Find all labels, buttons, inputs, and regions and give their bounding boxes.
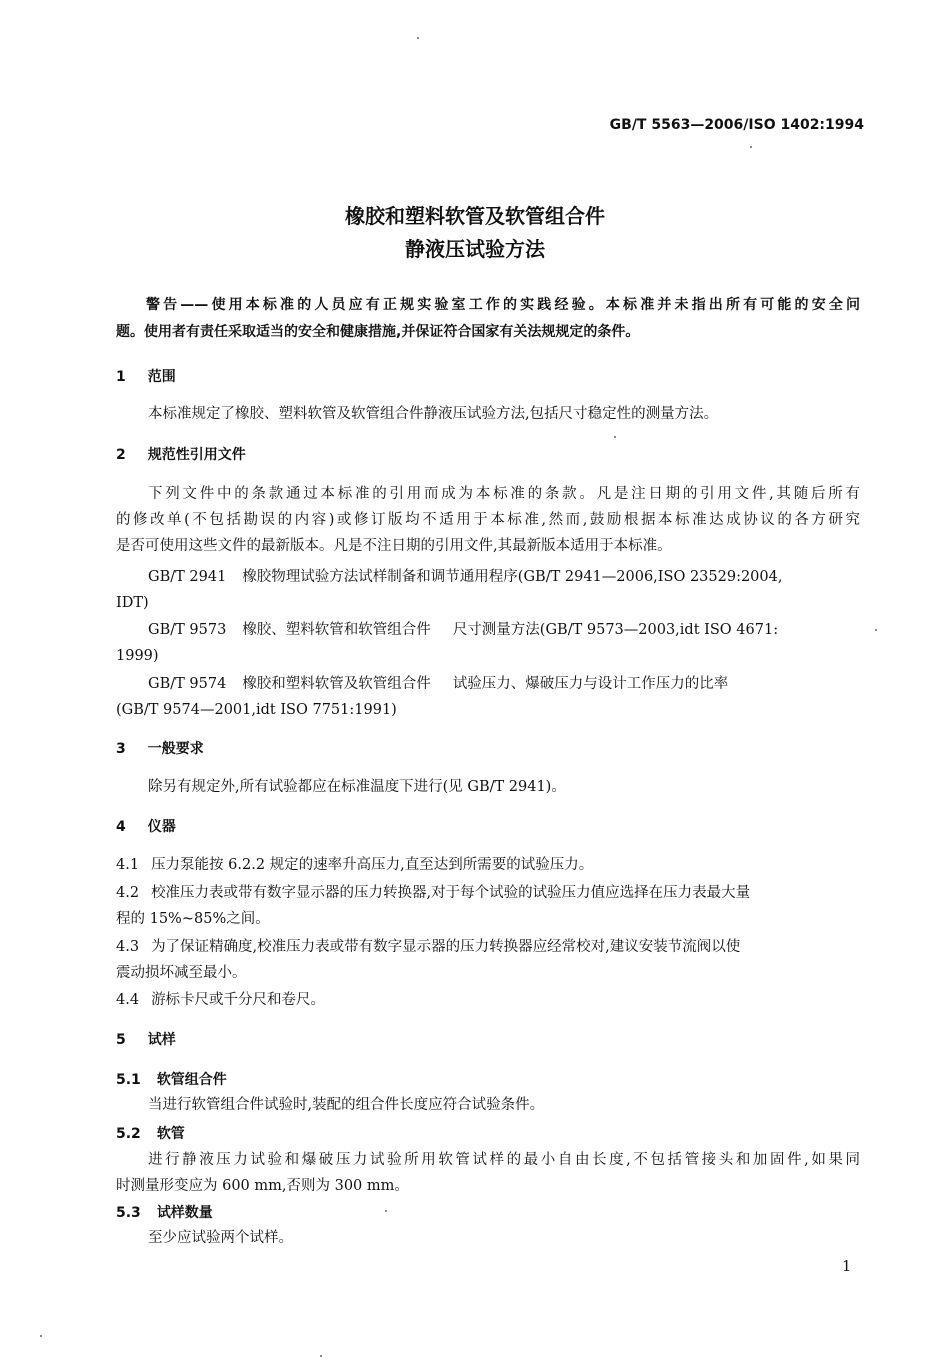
warning-line1: 警告——使用本标准的人员应有正规实验室工作的实践经验。本标准并未指出所有可能的安全问: [146, 297, 860, 313]
section-4-heading: [116, 816, 176, 836]
item-4-1-text: 压力泵能按 6.2.2 规定的速率升高压力,直至达到所需要的试验压力。: [151, 857, 594, 873]
item-4-2-number: 4.2: [116, 885, 140, 901]
item-4-2-line2: 程的 15%~85%之间。: [116, 911, 270, 927]
section-2-intro-line1: 下列文件中的条款通过本标准的引用而成为本标准的条款。凡是注日期的引用文件,其随后所有: [148, 486, 860, 502]
subsection-5-2-title: 软管: [156, 1126, 185, 1142]
reference-1-line1: [148, 564, 782, 590]
scan-speck: [614, 436, 616, 438]
scan-speck: [40, 1335, 42, 1337]
reference-2-code: GB/T 9573: [148, 622, 227, 638]
item-4-1: [116, 852, 593, 878]
section-3-title: 一般要求: [147, 741, 204, 757]
scan-speck: [875, 629, 877, 631]
section-5-title: 试样: [147, 1032, 176, 1048]
section-1-number: 1: [116, 369, 126, 385]
subsection-5-1-heading: [116, 1069, 227, 1089]
section-1-title: 范围: [147, 369, 176, 385]
section-4-number: 4: [116, 819, 126, 835]
section-1-body: 本标准规定了橡胶、塑料软管及软管组合件静液压试验方法,包括尺寸稳定性的测量方法。: [148, 406, 719, 422]
item-4-3-text: 为了保证精确度,校准压力表或带有数字显示器的压力转换器应经常校对,建议安装节流阀以使: [151, 939, 741, 955]
scan-speck: [385, 1210, 387, 1212]
reference-1-title: 橡胶物理试验方法试样制备和调节通用程序(GB/T 2941—2006,ISO 23529:2004,: [242, 569, 783, 585]
reference-2-subtitle: 尺寸测量方法(GB/T 9573—2003,idt ISO 4671:: [452, 622, 779, 638]
section-1-heading: [116, 366, 176, 386]
subsection-5-3-body: 至少应试验两个试样。: [148, 1230, 293, 1246]
subsection-5-2-number: 5.2: [116, 1126, 141, 1142]
reference-2-title: 橡胶、塑料软管和软管组合件: [242, 622, 431, 638]
section-3-number: 3: [116, 741, 126, 757]
subsection-5-1-title: 软管组合件: [156, 1072, 227, 1088]
page-number: 1: [842, 1259, 852, 1275]
reference-2-line2: 1999): [116, 648, 159, 664]
section-2-title: 规范性引用文件: [147, 447, 246, 463]
section-2-intro-line3: 是否可使用这些文件的最新版本。凡是不注日期的引用文件,其最新版本适用于本标准。: [116, 538, 672, 554]
section-4-title: 仪器: [147, 819, 176, 835]
subsection-5-3-number: 5.3: [116, 1205, 141, 1221]
section-2-number: 2: [116, 447, 126, 463]
section-5-heading: [116, 1029, 176, 1049]
reference-3-line2: (GB/T 9574—2001,idt ISO 7751:1991): [116, 702, 397, 718]
reference-3-code: GB/T 9574: [148, 676, 227, 692]
scan-speck: [750, 146, 752, 148]
item-4-3-line1: [116, 934, 740, 960]
item-4-3-number: 4.3: [116, 939, 140, 955]
section-2-heading: [116, 444, 246, 464]
section-5-number: 5: [116, 1032, 126, 1048]
item-4-2-text: 校准压力表或带有数字显示器的压力转换器,对于每个试验的试验压力值应选择在压力表最大量: [151, 885, 751, 901]
document-title-line1: 橡胶和塑料软管及软管组合件: [345, 204, 605, 228]
standard-number: GB/T 5563—2006/ISO 1402:1994: [609, 117, 864, 133]
section-3-body: 除另有规定外,所有试验都应在标准温度下进行(见 GB/T 2941)。: [148, 779, 566, 795]
reference-2-line1: [148, 617, 778, 643]
subsection-5-2-body-line1: 进行静液压力试验和爆破压力试验所用软管试样的最小自由长度,不包括管接头和加固件,如果同: [148, 1152, 860, 1168]
item-4-4: [116, 987, 325, 1013]
item-4-3-line2: 震动损坏减至最小。: [116, 965, 247, 981]
reference-3-title: 橡胶和塑料软管及软管组合件: [242, 676, 431, 692]
reference-1-line2: IDT): [116, 595, 149, 611]
warning-line2: 题。使用者有责任采取适当的安全和健康措施,并保证符合国家有关法规规定的条件。: [116, 324, 640, 340]
item-4-4-text: 游标卡尺或千分尺和卷尺。: [151, 992, 326, 1008]
subsection-5-2-heading: [116, 1123, 185, 1143]
subsection-5-2-body-line2: 时测量形变应为 600 mm,否则为 300 mm。: [116, 1178, 409, 1194]
reference-1-code: GB/T 2941: [148, 569, 227, 585]
subsection-5-1-number: 5.1: [116, 1072, 141, 1088]
item-4-1-number: 4.1: [116, 857, 140, 873]
subsection-5-1-body: 当进行软管组合件试验时,装配的组合件长度应符合试验条件。: [148, 1097, 545, 1113]
reference-3-subtitle: 试验压力、爆破压力与设计工作压力的比率: [452, 676, 729, 692]
section-3-heading: [116, 738, 204, 758]
subsection-5-3-title: 试样数量: [156, 1205, 213, 1221]
subsection-5-3-heading: [116, 1202, 213, 1222]
scan-speck: [320, 1355, 322, 1357]
item-4-4-number: 4.4: [116, 992, 140, 1008]
reference-3-line1: [148, 671, 728, 697]
document-title-line2: 静液压试验方法: [405, 237, 545, 261]
section-2-intro-line2: 的修改单(不包括勘误的内容)或修订版均不适用于本标准,然而,鼓励根据本标准达成协议的各方研究: [116, 512, 860, 528]
scan-speck: [417, 37, 419, 39]
item-4-2-line1: [116, 880, 750, 906]
